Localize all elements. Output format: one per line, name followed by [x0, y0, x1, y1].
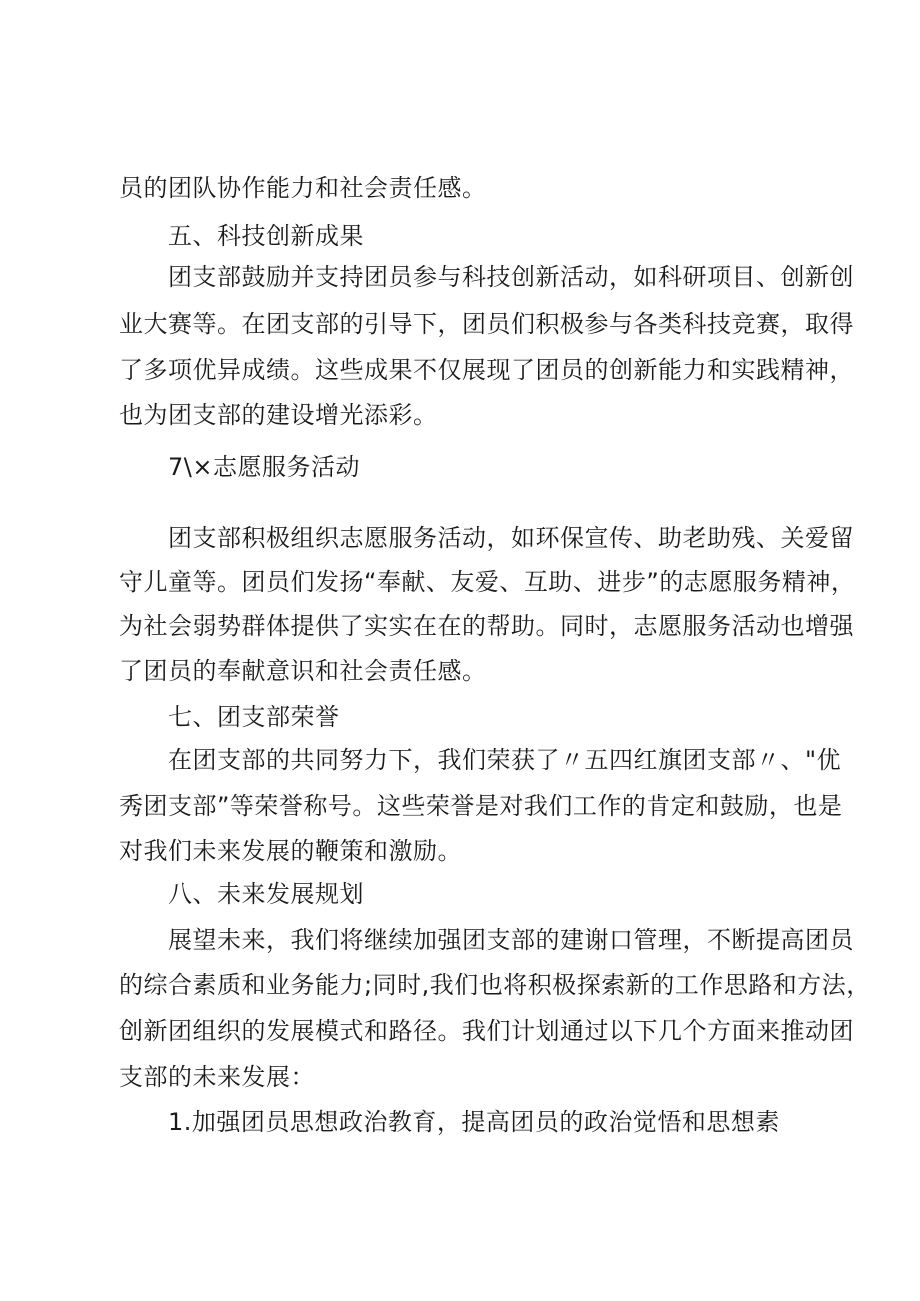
- paragraph-line: 了团员的奉献意识和社会责任感。: [119, 657, 487, 685]
- list-item-line: 1.加强团员思想政治教育，提高团员的政治觉悟和思想素: [168, 1108, 780, 1136]
- paragraph-line: 对我们未来发展的鞭策和激励。: [119, 837, 462, 865]
- paragraph-line: 也为团支部的建设增光添彩。: [119, 401, 438, 429]
- paragraph-line: 员的团队协作能力和社会责任感。: [119, 174, 487, 202]
- section-heading-science-innovation: 五、科技创新成果: [168, 222, 364, 250]
- paragraph-line: 秀团支部”等荣誉称号。这些荣誉是对我们工作的肯定和鼓励，也是: [119, 792, 843, 820]
- paragraph-line: 团支部鼓励并支持团员参与科技创新活动，如科研项目、创新创: [168, 263, 854, 291]
- paragraph-line: 团支部积极组织志愿服务活动，如环保宣传、助老助残、关爱留: [168, 524, 854, 552]
- paragraph-line: 展望未来，我们将继续加强团支部的建谢口管理，不断提高团员: [168, 926, 854, 954]
- section-heading-future-plan: 八、未来发展规划: [168, 880, 364, 908]
- paragraph-line: 支部的未来发展：: [119, 1063, 315, 1091]
- paragraph-line: 了多项优异成绩。这些成果不仅展现了团员的创新能力和实践精神，: [119, 356, 854, 384]
- paragraph-line: 守儿童等。团员们发扬“奉献、友爱、互助、进步”的志愿服务精神，: [119, 568, 856, 596]
- paragraph-line: 为社会弱势群体提供了实实在在的帮助。同时，志愿服务活动也增强: [119, 612, 854, 640]
- paragraph-line: 创新团组织的发展模式和路径。我们计划通过以下几个方面来推动团: [119, 1017, 854, 1045]
- paragraph-line: 在团支部的共同努力下，我们荣获了〃五四红旗团支部〃、"优: [168, 746, 842, 774]
- section-heading-volunteer-service: 7\×志愿服务活动: [168, 453, 360, 481]
- paragraph-line: 的综合素质和业务能力;同时,我们也将积极探索新的工作思路和方法，: [119, 971, 871, 999]
- section-heading-honors: 七、团支部荣誉: [168, 703, 340, 731]
- paragraph-line: 业大赛等。在团支部的引导下，团员们积极参与各类科技竞赛，取得: [119, 310, 854, 338]
